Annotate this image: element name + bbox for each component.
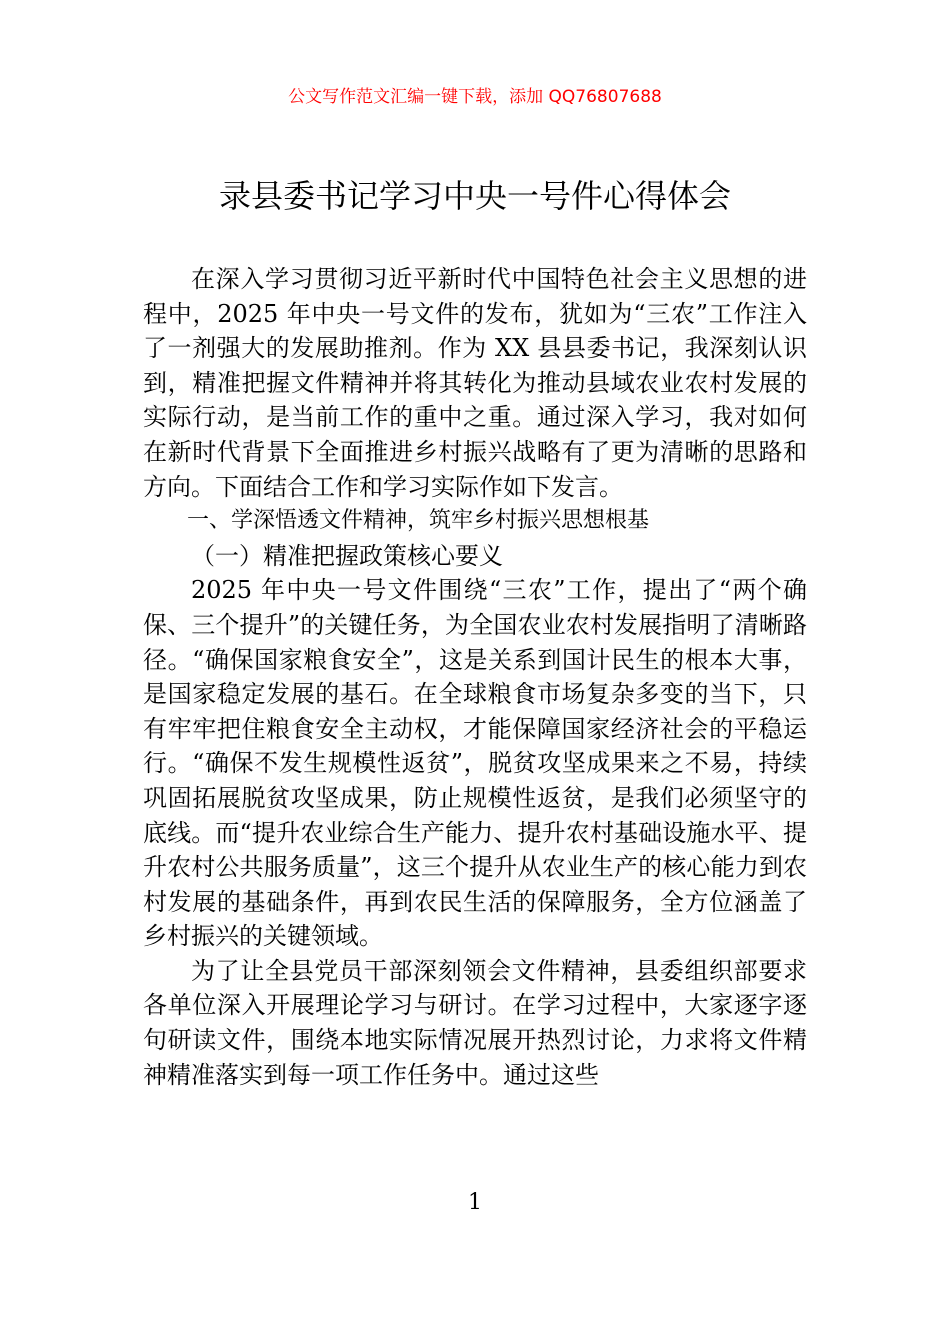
document-body xyxy=(143,262,807,1092)
subsection-heading: （一）精准把握政策核心要义 xyxy=(191,541,503,570)
section-heading: 一、学深悟透文件精神，筑牢乡村振兴思想根基 xyxy=(187,508,650,534)
watermark-header: 公文写作范文汇编一键下载，添加 QQ76807688 xyxy=(288,87,662,107)
body-paragraph: 在深入学习贯彻习近平新时代中国特色社会主义思想的进程中，2025 年中央一号文件的发布，犹如为“三农”工作注入了一剂强大的发展助推剂。作为 XX 县县委书记，我深刻认识到，精准把握文件精神并将其转化为推动县域农业农村发展的实际行动，是当前工作的重中之重。通过深入学习，我对如何在新时代背景下全面推进乡村振兴战略有了更为清晰的思路和方向。下面结合工作和学习实际作如下发言。 xyxy=(143,265,807,501)
body-paragraph: 为了让全县党员干部深刻领会文件精神，县委组织部要求各单位深入开展理论学习与研讨。在学习过程中，大家逐字逐句研读文件，围绕本地实际情况展开热烈讨论，力求将文件精神精准落实到每一项工作任务中。通过这些 xyxy=(143,956,807,1089)
document-title: 录县委书记学习中央一号件心得体会 xyxy=(218,177,731,215)
body-paragraph: 2025 年中央一号文件围绕“三农”工作，提出了“两个确保、三个提升”的关键任务，为全国农业农村发展指明了清晰路径。“确保国家粮食安全”，这是关系到国计民生的根本大事，是国家稳定发展的基石。在全球粮食市场复杂多变的当下，只有牢牢把住粮食安全主动权，才能保障国家经济社会的平稳运行。“确保不发生规模性返贫”，脱贫攻坚成果来之不易，持续巩固拓展脱贫攻坚成果，防止规模性返贫，是我们必须坚守的底线。而“提升农业综合生产能力、提升农村基础设施水平、提升农村公共服务质量”，这三个提升从农业生产的核心能力到农村发展的基础条件，再到农民生活的保障服务，全方位涵盖了乡村振兴的关键领域。 xyxy=(143,576,807,951)
page-number: 1 xyxy=(468,1190,482,1215)
